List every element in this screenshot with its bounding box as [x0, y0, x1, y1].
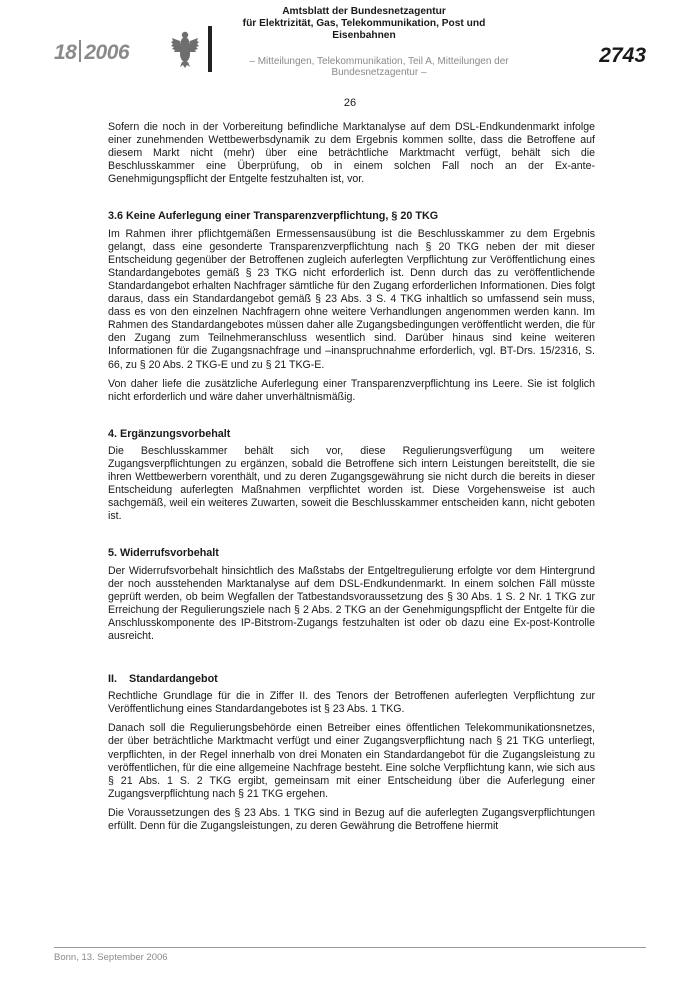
footer-place-date: Bonn, 13. September 2006 [54, 952, 168, 963]
heading-4: 4. Ergänzungsvorbehalt [108, 427, 231, 440]
issue-number: 18 [54, 41, 77, 64]
page-number: 2743 [599, 44, 646, 67]
paragraph-II-b: Danach soll die Regulierungsbehörde einen Betreiber eines öffentlichen Telekommunikationsnetzes, der über beträchtliche Marktmacht verfügt und einer Zugangsverpflichtung nach § 21 TKG unterliegt, verpflichten, in der Regel innerhalb von drei Monaten ein Standardangebot für die Zugangsleistung zu veröffentlichen, für die eine allgemeine Nachfrage besteht. Eine solche Verpflichtung kann, wie sich aus § 21 Abs. 1 S. 2 TKG ergibt, gemeinsam mit einer Entscheidung über die Auferlegung einer Zugangsverpflichtung nach § 21 TKG ergehen. [108, 722, 595, 800]
federal-eagle-icon [170, 28, 200, 68]
page-header [0, 0, 700, 90]
publication-subtitle: – Mitteilungen, Telekommunikation, Teil A, Mitteilungen der Bundesnetzagentur – [249, 56, 509, 78]
heading-II: II. Standardangebot [108, 673, 218, 686]
section-gap [108, 192, 595, 210]
document-body [108, 121, 595, 839]
header-divider-bar [208, 26, 212, 72]
paragraph-II-c: Die Voraussetzungen des § 23 Abs. 1 TKG sind in Bezug auf die auferlegten Zugangsverpflichtungen erfüllt. Denn für die Zugangsleistungen, zu deren Gewährung die Betroffene hiermit [108, 806, 595, 833]
inner-page-number: 26 [343, 97, 357, 109]
issue-separator [79, 40, 81, 62]
heading-3-6: 3.6 Keine Auferlegung einer Transparenzverpflichtung, § 20 TKG [108, 210, 439, 223]
footer-rule [54, 947, 646, 948]
paragraph-II-a: Rechtliche Grundlage für die in Ziffer II. des Tenors der Betroffenen auferlegten Verpflichtung zur Veröffentlichung eines Standardangebotes ist § 23 Abs. 1 TKG. [108, 690, 595, 716]
paragraph-3-6-a: Im Rahmen ihrer pflichtgemäßen Ermessensausübung ist die Beschlusskammer zu dem Ergebnis gelangt, dass eine gesonderte Transparenzverpflichtung nach § 20 TKG neben der mit dieser Entscheidung gegenüber der Betroffenen zugleich auferlegten Verpflichtung zur Veröffentlichung eines Standardangebotes gemäß § 23 TKG nicht erforderlich ist. Denn durch das zu veröffentlichende Standardangebot erhalten Nachfrager sämtliche für den Zugang erforderlichen Informationen. Dies folgt daraus, dass ein Standardangebot gemäß § 23 Abs. 3 S. 4 TKG inhaltlich so umfassend sein muss, dass es von den einzelnen Nachfragern ohne weitere Verhandlungen angenommen werden kann. Im Rahmen des Standardangebotes müssen daher alle Zugangsbedingungen veröffentlicht werden, die für den Zugang zum Teilnehmeranschluss wesentlich sind. Darüber hinaus sind keine weiteren Informationen für die Zugangsnachfrage und –inanspruchnahme erforderlich, vgl. BT-Drs. 15/2316, S. 66, zu § 20 Abs. 2 TKG-E und zu § 21 TKG-E. [108, 227, 595, 371]
section-gap [108, 529, 595, 547]
publication-title [214, 6, 514, 42]
heading-5: 5. Widerrufsvorbehalt [108, 547, 219, 560]
section-gap [108, 649, 595, 673]
issue-year: 2006 [84, 41, 130, 64]
publication-title-line2: für Elektrizität, Gas, Telekommunikation, Post und Eisenbahnen [242, 18, 486, 41]
paragraph-5: Der Widerrufsvorbehalt hinsichtlich des Maßstabs der Entgeltregulierung erfolgte vor dem Hintergrund der noch ausstehenden Marktanalyse auf dem DSL-Endkundenmarkt. In einem solchen Fäll müsste geprüft werden, ob beim Wegfallen der Tatbestandsvoraussetzung des § 30 Abs. 1 S. 2 Nr. 1 TKG zur Erreichung der Regulierungsziele nach § 2 Abs. 2 TKG an der Genehmigungspflicht der Entgelte für die Anschlusskomponente des IP-Bitstrom-Zugangs festzuhalten ist oder ob dazu eine Ex-post-Kontrolle ausreicht. [108, 564, 595, 642]
paragraph-4: Die Beschlusskammer behält sich vor, diese Regulierungsverfügung um weitere Zugangsverpflichtungen zu ergänzen, sobald die Betroffene sich intern Leistungen bereitstellt, die sie ihren Wettbewerbern vorenthält, und zu deren Zugangsgewährung sie nicht durch die bereits in dieser Entscheidung auferlegten Maßnahmen verpflichtet worden ist. Diese Vorgehensweise ist auch sachgemäß, weil ein weiteres Zuwarten, soweit die Beschlusskammer entscheiden kann, nicht geboten ist. [108, 444, 595, 523]
section-gap [108, 410, 595, 428]
issue-label [54, 40, 129, 65]
paragraph-3-6-b: Von daher liefe die zusätzliche Auferlegung einer Transparenzverpflichtung ins Leere. Sie ist folglich nicht erforderlich und wäre daher unverhältnismäßig. [108, 377, 595, 403]
paragraph-intro: Sofern die noch in der Vorbereitung befindliche Marktanalyse auf dem DSL-Endkundenmarkt infolge einer zunehmenden Wettbewerbsdynamik zu dem Ergebnis kommen sollte, dass die Betroffene auf diesem Markt nicht (mehr) über eine beträchtliche Marktmacht verfügt, behält sich die Beschlusskammer eine Überprüfung, ob in einem solchen Fall noch an der Ex-ante-Genehmigungspflicht der Entgelte festzuhalten ist, vor. [108, 121, 595, 186]
publication-title-line1: Amtsblatt der Bundesnetzagentur [282, 6, 446, 17]
